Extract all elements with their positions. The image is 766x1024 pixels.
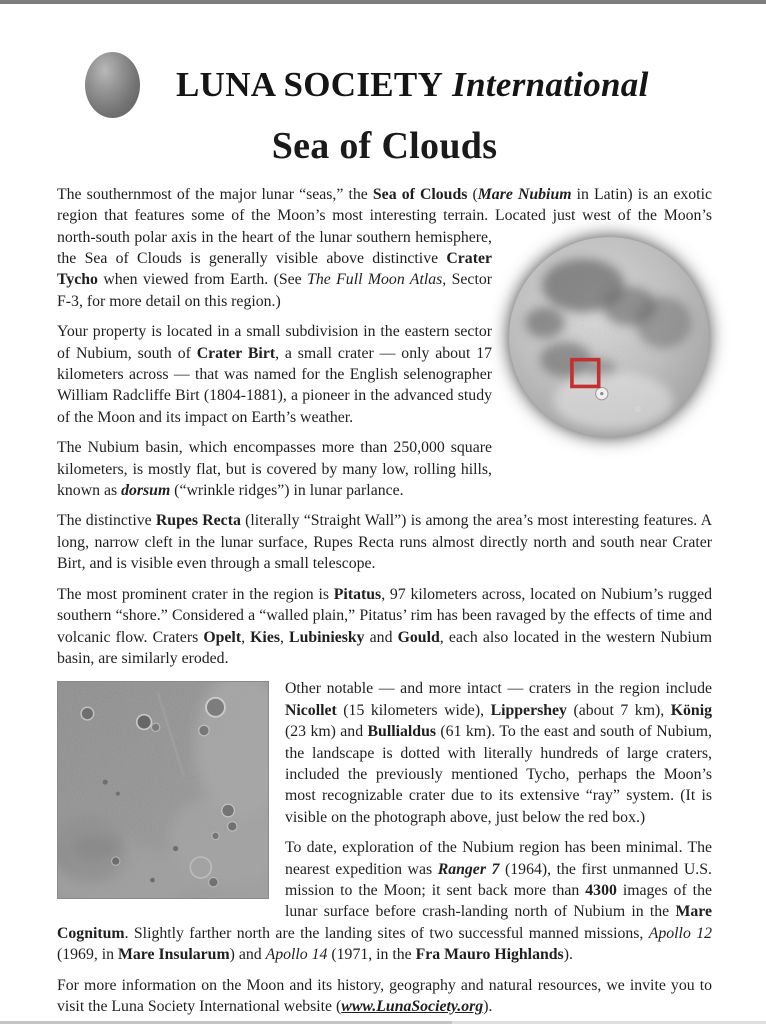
text-segment: when viewed from Earth. (See xyxy=(97,271,308,289)
text-segment: Kies xyxy=(250,628,280,646)
text-segment: and xyxy=(364,628,398,646)
paragraph-more-information xyxy=(57,975,712,1018)
paragraph-text xyxy=(57,977,712,1015)
text-segment: For more information on the Moon and its history, geography and natural resources, we invite you to visit the Luna Society International website ( xyxy=(57,976,712,1016)
paragraph-text xyxy=(57,439,492,499)
text-segment: Apollo 14 xyxy=(265,946,328,964)
text-segment: , xyxy=(241,628,251,646)
text-segment: (15 kilometers wide), xyxy=(336,701,491,719)
text-segment: ) and xyxy=(229,946,266,964)
text-segment: 4300 xyxy=(585,881,617,899)
text-segment: Fra Mauro Highlands xyxy=(415,946,564,964)
text-segment: Your property is located in a small subdivision in the eastern sector of Nubium, south of xyxy=(57,323,492,362)
text-segment: Mare Cognitum xyxy=(57,903,712,942)
text-segment: Gould xyxy=(397,628,440,646)
org-name-main: LUNA SOCIETY xyxy=(176,65,444,104)
page-title: Sea of Clouds xyxy=(271,125,498,167)
paragraph-text xyxy=(57,586,712,667)
text-segment: König xyxy=(670,701,712,719)
text-segment: (61 km). To the east and south of Nubium, the landscape is dotted with literally hundreds of large craters, included the previously mentioned Tycho, perhaps the Moon’s most recognizable crater due to its extensive “ray” system. (It is visible on the photograph above, just below the red box.) xyxy=(285,723,712,826)
text-segment: Crater Birt xyxy=(196,344,276,362)
org-name xyxy=(176,65,649,105)
text-segment: . Slightly farther north are the landing sites of two successful manned missions, xyxy=(124,924,649,942)
text-segment: images of the lunar surface before crash-landing north of Nubium in the xyxy=(285,881,712,921)
text-segment: , each also located in the western Nubium basin, are similarly eroded. xyxy=(57,628,712,667)
text-segment: The Nubium basin, which encompasses more than 250,000 square kilometers, is mostly flat, but is covered by many low, rolling hills, known as xyxy=(57,439,492,500)
text-segment: (about 7 km), xyxy=(566,701,671,719)
text-segment: Apollo 12 xyxy=(648,924,712,942)
text-segment: , xyxy=(279,628,290,646)
text-segment: To date, exploration of the Nubium region has been minimal. The nearest expedition was xyxy=(285,839,712,878)
text-segment: Ranger 7 xyxy=(437,860,500,878)
moon-photo xyxy=(506,234,712,440)
luna-society-website-link[interactable]: www.LunaSociety.org xyxy=(341,998,484,1016)
text-segment: Pitatus xyxy=(333,585,382,603)
text-segment: in Latin) is an exotic region that features some of the Moon’s most interesting terrain. Located just west of the Moon’s north-south polar axis in the heart of the lunar southern hemisphere, the Sea of Clouds is generally visible above distinctive xyxy=(57,185,712,268)
text-segment: Lippershey xyxy=(490,701,567,719)
org-name-suffix: International xyxy=(452,65,649,104)
text-segment: Other notable — and more intact — craters in the region include xyxy=(285,680,712,698)
text-segment: Rupes Recta xyxy=(155,512,241,530)
document-body xyxy=(57,184,712,1018)
text-segment: Lubiniesky xyxy=(289,628,365,646)
text-segment: Bullialdus xyxy=(367,723,437,741)
text-segment: Nicollet xyxy=(285,701,337,719)
text-segment: Sea of Clouds xyxy=(372,185,468,203)
page-top-edge xyxy=(0,0,766,4)
luna-society-logo xyxy=(85,52,140,118)
paragraph-text xyxy=(285,680,712,825)
moon-photo-float xyxy=(506,184,712,460)
text-segment: (23 km) and xyxy=(285,723,368,741)
text-segment: Sector F-3, for more detail on this region.) xyxy=(57,271,492,310)
paragraph-sea-of-clouds xyxy=(57,184,712,312)
text-segment: ). xyxy=(483,998,493,1016)
document-header xyxy=(85,52,712,118)
text-segment: Mare Nubium xyxy=(477,185,572,203)
text-segment: Opelt xyxy=(203,628,242,646)
paragraph-other-craters xyxy=(57,678,712,828)
text-segment: The Full Moon Atlas, xyxy=(307,271,447,289)
text-segment: The distinctive xyxy=(57,512,156,530)
text-segment: (1964), the first unmanned U.S. mission to the Moon; it sent back more than xyxy=(285,860,712,899)
text-segment: ). xyxy=(563,946,573,964)
crater-photo xyxy=(57,681,269,899)
text-segment: The most prominent crater in the region is xyxy=(57,585,334,603)
text-segment: The southernmost of the major lunar “seas,” the xyxy=(57,185,373,203)
text-segment: Mare Insularum xyxy=(118,946,230,964)
text-segment: Crater Tycho xyxy=(57,250,492,289)
paragraph-pitatus xyxy=(57,584,712,670)
text-segment: (1971, in the xyxy=(327,946,416,964)
text-segment: (“wrinkle ridges”) in lunar parlance. xyxy=(170,482,404,500)
text-segment: ( xyxy=(467,185,478,203)
text-segment: dorsum xyxy=(121,482,171,500)
text-segment: (literally “Straight Wall”) is among the area’s most interesting features. A long, narrow cleft in the lunar surface, Rupes Recta runs almost directly north and south near Crater Birt, and is visible even through a small telescope. xyxy=(57,512,712,573)
text-segment: (1969, in xyxy=(57,946,118,964)
paragraph-rupes-recta xyxy=(57,510,712,574)
moon-photo-graphic xyxy=(506,234,712,440)
text-segment: , 97 kilometers across, located on Nubium’s rugged southern “shore.” Considered a “walled plain,” Pitatus’ rim has been ravaged by the effects of time and volcanic flow. Craters xyxy=(57,585,712,646)
text-segment: , a small crater — only about 17 kilometers across — that was named for the English selenographer William Radcliffe Birt (1804-1881), a pioneer in the advanced study of the Moon and its impact on Earth’s weather. xyxy=(57,344,493,426)
paragraph-text xyxy=(57,323,492,426)
paragraph-text xyxy=(57,512,712,572)
crater-photo-graphic xyxy=(58,682,268,898)
